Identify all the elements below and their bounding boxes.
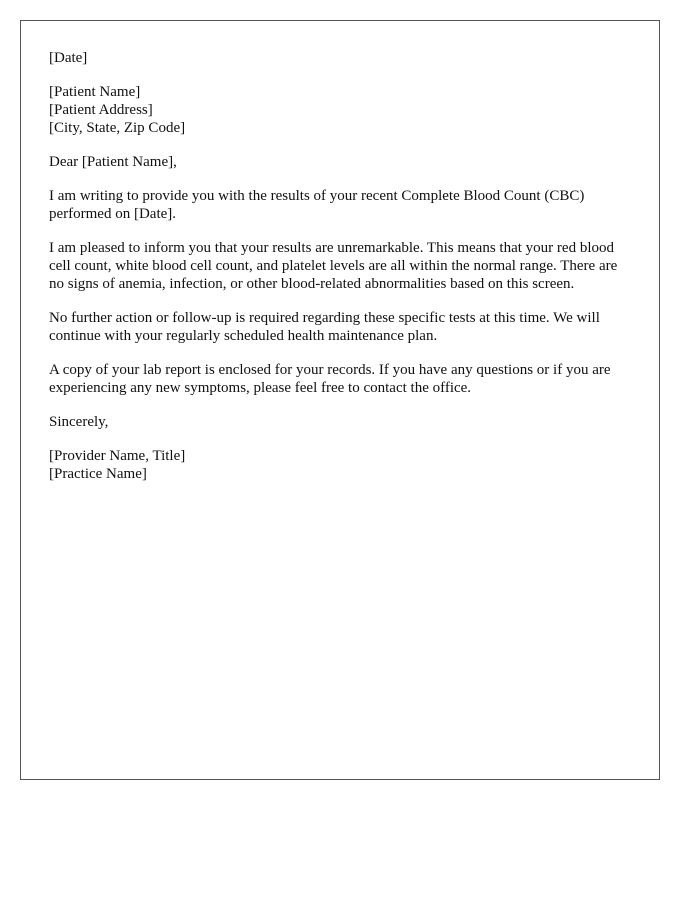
letter-page: [20, 20, 660, 780]
body-paragraph-2: I am pleased to inform you that your results are unremarkable. This means that your red blood cell count, white blood cell count, and platelet levels are all within the normal range. There are no signs of anemia, infection, or other blood-related abnormalities based on this screen.: [49, 240, 618, 292]
date-text: [Date]: [49, 50, 88, 66]
body-paragraph-4: A copy of your lab report is enclosed for your records. If you have any questions or if you are experiencing any new symptoms, please feel free to contact the office.: [49, 362, 611, 396]
closing: Sincerely,: [49, 414, 109, 430]
recipient-address: [Patient Address]: [49, 102, 153, 118]
body-paragraph-3: No further action or follow-up is required regarding these specific tests at this time. We will continue with your regularly scheduled health maintenance plan.: [49, 310, 600, 344]
provider-name-title: [Provider Name, Title]: [49, 448, 186, 464]
recipient-address-block: [49, 83, 631, 137]
recipient-name: [Patient Name]: [49, 84, 141, 100]
body-paragraph-1: I am writing to provide you with the results of your recent Complete Blood Count (CBC) performed on [Date].: [49, 188, 585, 222]
signature-block: [49, 447, 631, 483]
salutation: Dear [Patient Name],: [49, 154, 177, 170]
recipient-city-state-zip: [City, State, Zip Code]: [49, 120, 186, 136]
letter-date: [49, 49, 631, 67]
practice-name: [Practice Name]: [49, 466, 147, 482]
